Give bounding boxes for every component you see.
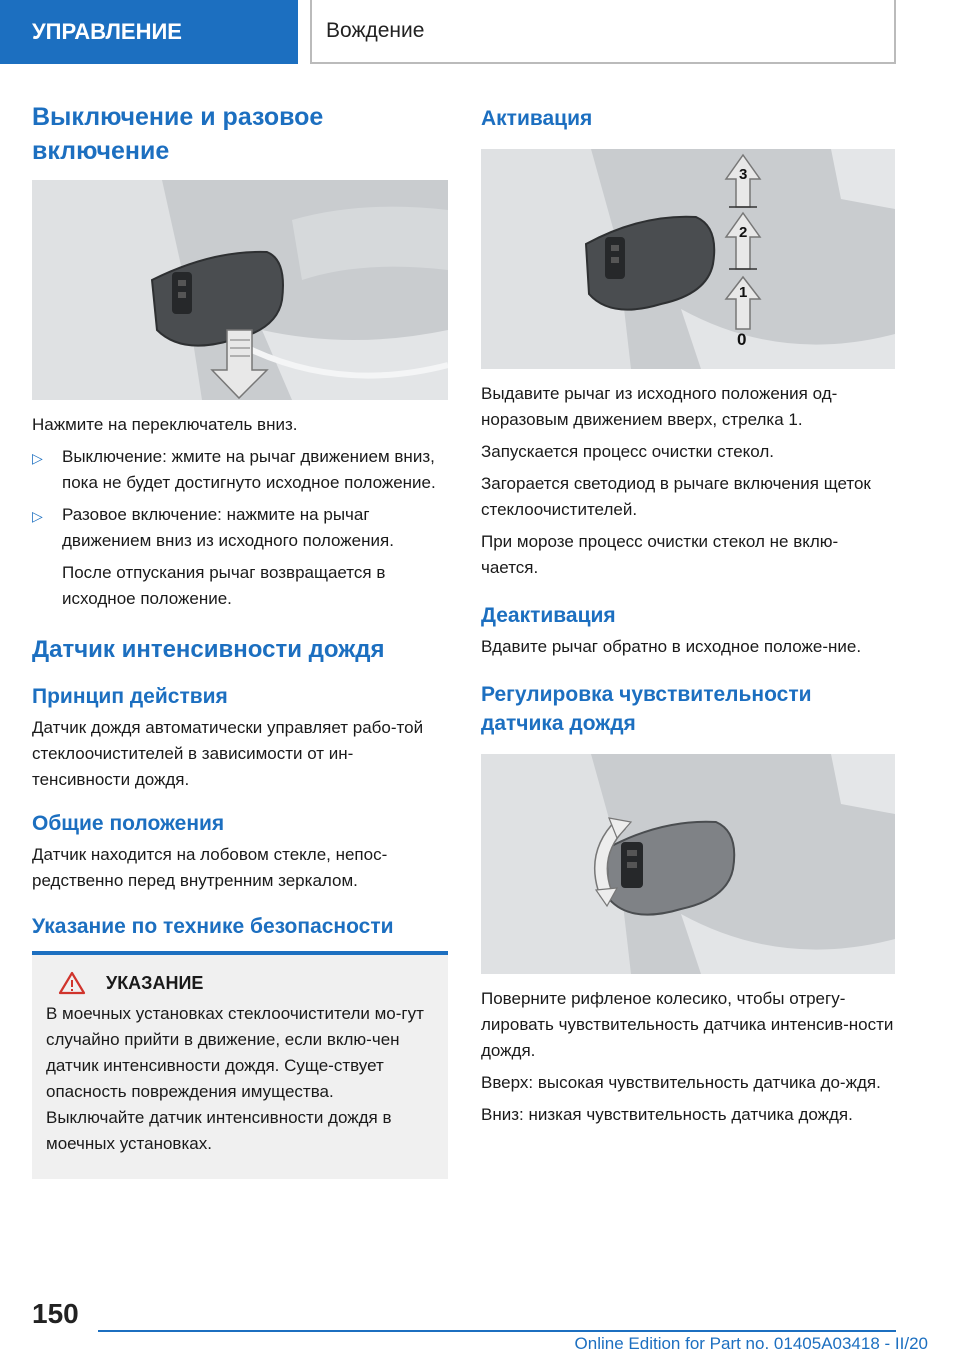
bullet-text: Разовое включение: нажмите на рычаг движением вниз из исходного положения. [62, 505, 394, 550]
general-text: Датчик находится на лобовом стекле, непос-редственно перед внутренним зеркалом. [32, 845, 388, 890]
heading-general: Общие положения [32, 812, 225, 835]
heading-rain-sensor: Датчик интенсивности дождя [32, 636, 385, 663]
warning-triangle-icon [58, 971, 86, 995]
heading-sensitivity: Регулировка чувствительности датчика дождя [481, 683, 812, 735]
arrow-label-2: 2 [739, 224, 748, 241]
heading-principle: Принцип действия [32, 685, 228, 708]
adjust-text-1: Поверните рифленое колесико, чтобы отрегу-лировать чувствительность датчика интенсив-ности дождя. [481, 989, 894, 1060]
lever-up-graphic [481, 149, 895, 369]
bullet-text: Выключение: жмите на рычаг движением вниз, пока не будет достигнуто исходное положение. [62, 447, 436, 492]
illustration-sensitivity-wheel [481, 754, 895, 974]
activation-text-1: Выдавите рычаг из исходного положения од-норазовым движением вверх, стрелка 1. [481, 384, 838, 429]
activation-text-3: Загорается светодиод в рычаге включения щеток стеклоочистителей. [481, 474, 871, 519]
heading-deactivation: Деактивация [481, 604, 616, 627]
illustration-lever-up [481, 149, 895, 369]
heading-activation: Активация [481, 107, 593, 130]
press-text: Нажмите на переключатель вниз. [32, 415, 298, 434]
heading-safety: Указание по технике безопасности [32, 915, 394, 938]
activation-text-4: При морозе процесс очистки стекол не вклю-чается. [481, 532, 839, 577]
section-title: Вождение [312, 0, 896, 64]
adjust-text-3: Вниз: низкая чувствительность датчика дождя. [481, 1105, 853, 1124]
principle-text: Датчик дождя автоматически управляет рабо-той стеклоочистителей в зависимости от ин-тенсивности дождя. [32, 718, 424, 789]
warning-title-text: УКАЗАНИЕ [106, 972, 204, 993]
arrow-label-1: 1 [739, 284, 748, 301]
left-column [32, 100, 448, 1179]
deactivation-text: Вдавите рычаг обратно в исходное положе-ние. [481, 637, 862, 656]
lever-down-graphic [32, 180, 448, 400]
footer-edition[interactable]: Online Edition for Part no. 01405A03418 - II/20 [574, 1334, 928, 1353]
bullet-subtext: После отпускания рычаг возвращается в исходное положение. [62, 563, 386, 608]
warning-text: В моечных установках стеклоочистители мо-гут случайно прийти в движение, если вклю-чен датчик интенсивности дождя. Суще-ствует опасность повреждения имущества. Выключайте датчик интенсивности дождя в моечных установках. [46, 1004, 424, 1153]
arrow-label-0: 0 [737, 330, 747, 349]
sensitivity-wheel-graphic [481, 754, 895, 974]
bullet-item [32, 444, 448, 496]
arrow-label-3: 3 [739, 166, 748, 183]
right-column [481, 100, 895, 1128]
warning-box [32, 955, 448, 1179]
bullet-item [32, 502, 448, 554]
page-number: 150 [32, 1298, 79, 1329]
triangle-bullet-icon: ▷ [32, 508, 43, 524]
heading-switch: Выключение и разовое включение [32, 103, 324, 165]
triangle-bullet-icon: ▷ [32, 450, 43, 466]
warning-title [46, 971, 434, 995]
illustration-lever-down [32, 180, 448, 400]
adjust-text-2: Вверх: высокая чувствительность датчика до-ждя. [481, 1073, 881, 1092]
footer-divider [98, 1330, 896, 1332]
chapter-tab[interactable]: УПРАВЛЕНИЕ [0, 0, 298, 64]
activation-text-2: Запускается процесс очистки стекол. [481, 442, 775, 461]
